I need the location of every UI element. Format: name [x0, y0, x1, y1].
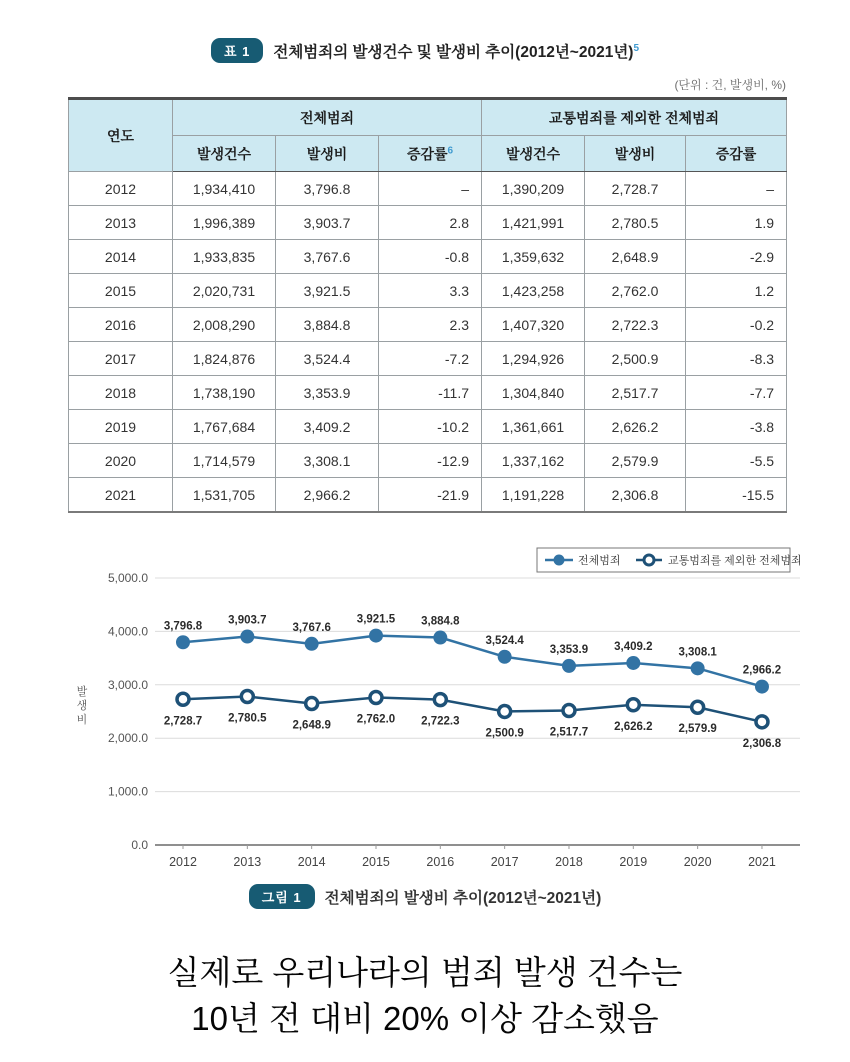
change-cell: -15.5 — [686, 478, 787, 513]
svg-text:3,308.1: 3,308.1 — [678, 646, 717, 659]
table-row — [69, 376, 787, 410]
change-cell: -3.8 — [686, 410, 787, 444]
svg-text:2,517.7: 2,517.7 — [549, 726, 589, 739]
svg-text:3,884.8: 3,884.8 — [421, 615, 460, 628]
svg-text:0.0: 0.0 — [131, 838, 148, 852]
change-cell: -2.9 — [686, 240, 787, 274]
table-badge: 표 1 — [211, 38, 263, 63]
header-count-2: 발생건수 — [482, 136, 585, 172]
svg-text:2014: 2014 — [297, 855, 326, 869]
value-cell: 1,714,579 — [173, 444, 276, 478]
change-footnote: 6 — [447, 144, 454, 156]
change-cell: -7.7 — [686, 376, 787, 410]
change-cell: 2.8 — [379, 206, 482, 240]
header-year: 연도 — [69, 99, 173, 172]
svg-text:3,409.2: 3,409.2 — [614, 640, 653, 653]
svg-text:2018: 2018 — [555, 855, 583, 869]
svg-text:2,722.3: 2,722.3 — [421, 715, 460, 728]
svg-text:전체범죄: 전체범죄 — [578, 555, 621, 567]
table-title-row — [0, 38, 850, 63]
year-cell: 2016 — [69, 308, 173, 342]
svg-text:2,762.0: 2,762.0 — [356, 713, 396, 726]
value-cell: 3,409.2 — [276, 410, 379, 444]
value-cell: 2,780.5 — [585, 206, 686, 240]
table-row — [69, 444, 787, 478]
svg-text:2019: 2019 — [619, 855, 648, 869]
svg-text:3,767.6: 3,767.6 — [292, 621, 331, 634]
svg-text:2013: 2013 — [233, 855, 262, 869]
header-count-1: 발생건수 — [173, 136, 276, 172]
change-cell: -0.8 — [379, 240, 482, 274]
table-body — [69, 172, 787, 513]
value-cell: 1,304,840 — [482, 376, 585, 410]
svg-text:3,353.9: 3,353.9 — [549, 643, 589, 656]
value-cell: 1,824,876 — [173, 342, 276, 376]
table-row — [69, 206, 787, 240]
value-cell: 1,996,389 — [173, 206, 276, 240]
figure-caption-row — [0, 884, 850, 909]
year-cell: 2015 — [69, 274, 173, 308]
value-cell: 2,626.2 — [585, 410, 686, 444]
change-cell: – — [686, 172, 787, 206]
value-cell: 2,306.8 — [585, 478, 686, 513]
value-cell: 1,767,684 — [173, 410, 276, 444]
header-rate-1: 발생비 — [276, 136, 379, 172]
svg-text:3,796.8: 3,796.8 — [163, 620, 203, 633]
value-cell: 2,762.0 — [585, 274, 686, 308]
header-group-total: 전체범죄 — [173, 99, 482, 136]
table-row — [69, 274, 787, 308]
value-cell: 3,524.4 — [276, 342, 379, 376]
svg-text:2,306.8: 2,306.8 — [742, 737, 782, 750]
value-cell: 1,423,258 — [482, 274, 585, 308]
svg-text:교통범죄를 제외한 전체범죄: 교통범죄를 제외한 전체범죄 — [668, 555, 802, 567]
svg-text:생: 생 — [76, 700, 88, 712]
table-title — [273, 40, 639, 62]
year-cell: 2021 — [69, 478, 173, 513]
change-cell: 1.9 — [686, 206, 787, 240]
change-cell: 3.3 — [379, 274, 482, 308]
change-cell: – — [379, 172, 482, 206]
value-cell: 2,579.9 — [585, 444, 686, 478]
change-cell: 2.3 — [379, 308, 482, 342]
svg-text:2,966.2: 2,966.2 — [742, 664, 782, 677]
trend-chart-svg — [50, 535, 840, 885]
summary-text — [0, 950, 850, 1042]
table-row — [69, 308, 787, 342]
svg-text:2012: 2012 — [169, 855, 197, 869]
table-title-footnote: 5 — [633, 42, 640, 54]
svg-text:2,626.2: 2,626.2 — [614, 720, 653, 733]
value-cell: 2,020,731 — [173, 274, 276, 308]
value-cell: 2,008,290 — [173, 308, 276, 342]
value-cell: 1,337,162 — [482, 444, 585, 478]
svg-text:2015: 2015 — [362, 855, 390, 869]
value-cell: 2,648.9 — [585, 240, 686, 274]
value-cell: 3,353.9 — [276, 376, 379, 410]
header-rate-2: 발생비 — [585, 136, 686, 172]
svg-text:2016: 2016 — [426, 855, 455, 869]
unit-note: (단위 : 건, 발생비, %) — [674, 78, 786, 92]
value-cell: 2,728.7 — [585, 172, 686, 206]
value-cell: 3,903.7 — [276, 206, 379, 240]
change-cell: -7.2 — [379, 342, 482, 376]
value-cell: 1,531,705 — [173, 478, 276, 513]
value-cell: 1,390,209 — [482, 172, 585, 206]
year-cell: 2018 — [69, 376, 173, 410]
svg-text:2,579.9: 2,579.9 — [678, 723, 717, 736]
value-cell: 1,421,991 — [482, 206, 585, 240]
year-cell: 2019 — [69, 410, 173, 444]
svg-text:3,903.7: 3,903.7 — [228, 614, 267, 627]
svg-text:2,500.9: 2,500.9 — [485, 727, 524, 740]
year-cell: 2020 — [69, 444, 173, 478]
value-cell: 3,796.8 — [276, 172, 379, 206]
change-cell: -21.9 — [379, 478, 482, 513]
svg-text:2021: 2021 — [748, 855, 776, 869]
value-cell: 3,884.8 — [276, 308, 379, 342]
year-cell: 2012 — [69, 172, 173, 206]
change-cell: -5.5 — [686, 444, 787, 478]
svg-text:3,921.5: 3,921.5 — [356, 613, 396, 626]
table-title-text: 전체범죄의 발생건수 및 발생비 추이(2012년~2021년) — [273, 43, 634, 61]
crime-table — [68, 97, 787, 513]
svg-text:2017: 2017 — [490, 855, 519, 869]
figure-title: 전체범죄의 발생비 추이(2012년~2021년) — [324, 889, 602, 907]
summary-line-2: 10년 전 대비 20% 이상 감소했음 — [191, 1000, 659, 1037]
svg-text:5,000.0: 5,000.0 — [107, 571, 148, 585]
svg-text:4,000.0: 4,000.0 — [107, 624, 148, 639]
year-cell: 2017 — [69, 342, 173, 376]
figure-badge: 그림 1 — [249, 884, 315, 909]
value-cell: 1,934,410 — [173, 172, 276, 206]
svg-text:2,780.5: 2,780.5 — [228, 712, 267, 725]
change-cell: -11.7 — [379, 376, 482, 410]
table-row — [69, 342, 787, 376]
header-change-2: 증감률 — [686, 136, 787, 172]
table-header — [69, 99, 787, 172]
trend-chart — [50, 535, 840, 885]
svg-text:2,728.7: 2,728.7 — [163, 715, 203, 728]
header-change-1: 증감률$^6$ — [379, 136, 482, 172]
value-cell: 3,308.1 — [276, 444, 379, 478]
svg-text:1,000.0: 1,000.0 — [107, 784, 148, 799]
header-group-excl-traffic: 교통범죄를 제외한 전체범죄 — [482, 99, 787, 136]
change-cell: -12.9 — [379, 444, 482, 478]
year-cell: 2013 — [69, 206, 173, 240]
table-row — [69, 240, 787, 274]
svg-text:비: 비 — [76, 714, 88, 726]
value-cell: 1,738,190 — [173, 376, 276, 410]
value-cell: 2,966.2 — [276, 478, 379, 513]
value-cell: 2,500.9 — [585, 342, 686, 376]
change-cell: -10.2 — [379, 410, 482, 444]
svg-text:2,000.0: 2,000.0 — [107, 731, 148, 746]
table-row — [69, 410, 787, 444]
value-cell: 3,921.5 — [276, 274, 379, 308]
value-cell: 1,191,228 — [482, 478, 585, 513]
value-cell: 3,767.6 — [276, 240, 379, 274]
table-row — [69, 172, 787, 206]
value-cell: 1,359,632 — [482, 240, 585, 274]
value-cell: 1,407,320 — [482, 308, 585, 342]
svg-text:3,000.0: 3,000.0 — [107, 677, 148, 692]
summary-line-1: 실제로 우리나라의 범죄 발생 건수는 — [167, 954, 683, 991]
value-cell: 1,933,835 — [173, 240, 276, 274]
year-cell: 2014 — [69, 240, 173, 274]
value-cell: 2,722.3 — [585, 308, 686, 342]
value-cell: 1,361,661 — [482, 410, 585, 444]
table-row — [69, 478, 787, 513]
change-cell: -0.2 — [686, 308, 787, 342]
svg-text:3,524.4: 3,524.4 — [485, 634, 524, 647]
value-cell: 1,294,926 — [482, 342, 585, 376]
change-cell: -8.3 — [686, 342, 787, 376]
change-cell: 1.2 — [686, 274, 787, 308]
svg-text:발: 발 — [76, 686, 88, 698]
svg-text:2,648.9: 2,648.9 — [292, 719, 331, 732]
value-cell: 2,517.7 — [585, 376, 686, 410]
svg-text:2020: 2020 — [683, 855, 712, 869]
